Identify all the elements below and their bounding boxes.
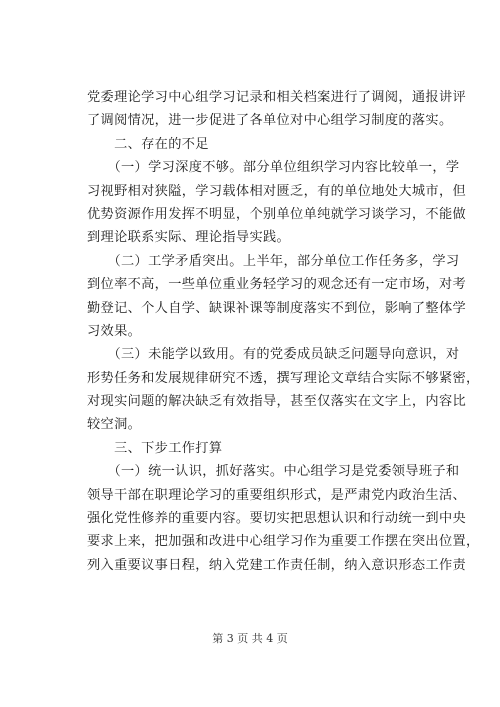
text-line: （一）学习深度不够。部分单位组织学习内容比较单一，学: [87, 160, 460, 176]
text-line: 对现实问题的解决缺乏有效指导，甚至仅落实在文字上，内容比: [87, 394, 467, 410]
text-line: 二、存在的不足: [87, 136, 209, 152]
text-line: 要求上来，把加强和改进中心组学习作为重要工作摆在突出位置，: [87, 534, 480, 550]
text-line: 党委理论学习中心组学习记录和相关档案进行了调阅，通报讲评: [87, 90, 467, 105]
text-line: 勤登记、个人自学、缺课补课等制度落实不到位，影响了整体学: [87, 300, 467, 316]
text-line: 了调阅情况，进一步促进了各单位对中心组学习制度的落实。: [87, 113, 453, 129]
body-text: [87, 86, 480, 577]
text-line: 较空洞。: [87, 417, 142, 433]
text-line: （三）未能学以致用。有的党委成员缺乏问题导向意识，对: [87, 347, 460, 363]
text-line: 三、下步工作打算: [87, 440, 223, 456]
text-line: 到位率不高，一些单位重业务轻学习的观念还有一定市场，对考: [87, 277, 467, 293]
text-line: 习视野相对狭隘，学习载体相对匮乏，有的单位地处大城市，但: [87, 183, 467, 199]
page-footer: 第 3 页 共 4 页: [212, 632, 288, 645]
text-line: 形势任务和发展规律研究不透，撰写理论文章结合实际不够紧密，: [87, 370, 480, 386]
text-line: （一）统一认识，抓好落实。中心组学习是党委领导班子和: [87, 464, 460, 480]
text-line: 强化党性修养的重要内容。要切实把思想认识和行动统一到中央: [87, 511, 467, 527]
text-line: 习效果。: [87, 323, 142, 339]
text-line: （二）工学矛盾突出。上半年，部分单位工作任务多，学习: [87, 253, 460, 269]
text-line: 优势资源作用发挥不明显，个别单位单纯就学习谈学习，不能做: [87, 206, 467, 222]
text-line: 列入重要议事日程，纳入党建工作责任制，纳入意识形态工作责: [87, 557, 467, 573]
text-line: 领导干部在职理论学习的重要组织形式，是严肃党内政治生活、: [87, 487, 467, 503]
text-line: 到理论联系实际、理论指导实践。: [87, 230, 291, 246]
